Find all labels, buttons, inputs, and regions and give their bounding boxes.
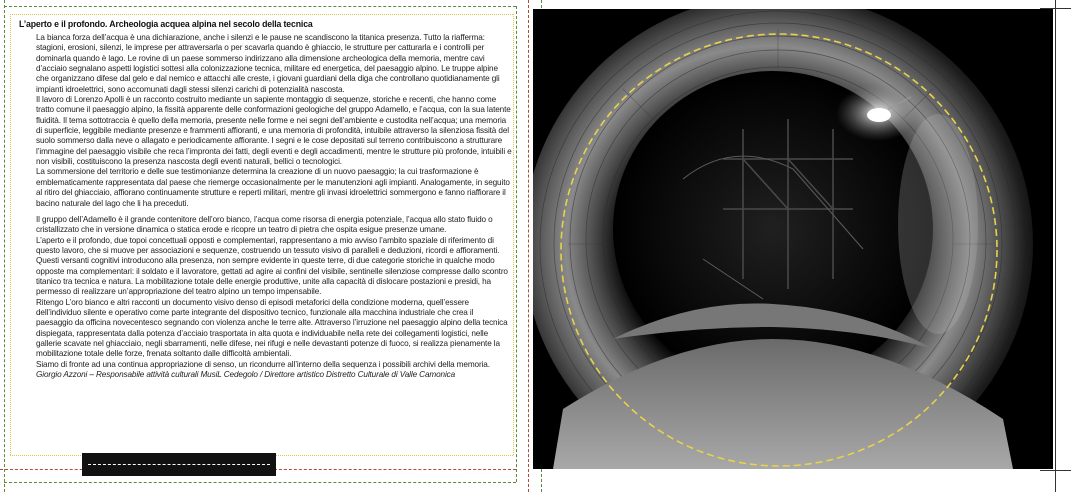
paragraph: La bianca forza dell’acqua è una dichiarazione, anche i silenzi e le pause ne scandiscono la titanica presenza. Tutto la riafferma: stagioni, erosioni, silenzi, le imprese per attraversarla o per scavarla quando è ghiaccio, le strutture per catturarla e i controlli per dominarla quando è lago. Le rovine di un paese sommerso indirizzano alla dimensione archeologica della memoria, mentre cavi d’acciaio segnalano aspetti logistici sottesi alla colonizzazione tecnica, militare ed energetica, del paesaggio alpino. Le truppe alpine che organizzano difese dal gelo e dal nemico e attacchi alle creste, i giovani guardiani della diga che controllano quotidianamente gli impianti idroelettrici, sono accomunati dagli stessi silenzi carichi di potenzialità nascosta. [36, 33, 500, 94]
trim-guide-center [528, 0, 529, 492]
document-title: L’aperto e il profondo. Archeologia acquea alpina nel secolo della tecnica [19, 18, 313, 29]
paragraph: Il gruppo dell’Adamello è il grande contenitore dell’oro bianco, l’acqua come risorsa di energia potenziale, l’acqua allo stato fluido o cristallizzato che in versione dinamica o statica erode e ricopre un teatro di pietra che ospita esigue presenze umane. [36, 214, 493, 235]
fold-guide-center-left [516, 6, 517, 482]
signature: Giorgio Azzoni – Responsabile attività culturali MusiL Cedegolo / Direttore artistico Distretto Culturale di Valle Camonica [36, 370, 456, 379]
paragraph: L’aperto e il profondo, due topoi concettuali opposti e complementari, rappresentano a mio avviso l’ambito spaziale di riferimento di questo lavoro, che si muove per associazioni e sequenze, costruendo un tessuto visivo di paralleli e deduzioni, ricordi e affioramenti. Questi versanti cognitivi introducono alla presenza, non sempre evidente in queste terre, di due categorie storiche in qualche modo opposte ma complementari: il soldato e il lavoratore, gettati ad agire ai confini del visibile, sentinelle silenziose compresse dallo scontro titanico tra tecnica e natura. La mobilitazione totale delle energie produttive, unite alla capacità di dislocare postazioni e presidi, ha permesso di realizzare un’appropriazione del teatro alpino un tempo impensabile. [36, 235, 508, 297]
crop-mark-right-bottom [1040, 470, 1071, 471]
body-text [36, 33, 512, 380]
safe-guide-right [513, 14, 514, 455]
tunnel-photograph [533, 9, 1053, 469]
fold-guide-left [4, 0, 5, 492]
bleed-guide-bottom [4, 482, 516, 483]
black-bar [82, 453, 276, 476]
paragraph: La sommersione del territorio e delle sue testimonianze determina la creazione di un nuovo paesaggio; la cui trasformazione è emblematicamente rappresentata dal paese che riemerge occasionalmente per le manutenzioni agli impianti. Analogamente, in seguito al ritiro del ghiacciaio, affiorano continuamente strutture e reperti militari, mentre gli invasi idroelettrici sommergono e fanno riaffiorare il bacino naturale del lago che li ha preceduti. [36, 167, 510, 208]
paragraph: Il lavoro di Lorenzo Apolli è un racconto costruito mediante un sapiente montaggio di sequenze, storiche e recenti, che hanno come tratto comune il paesaggio alpino, la fissità apparente delle conformazioni geologiche del gruppo Adamello, e l’acqua, con la sua latente fluidità. Il tema sottotraccia è quello della memoria, presente nelle forme e nei segni dell’ambiente e custodita nell’acqua; una memoria di superficie, leggibile mediante presenze e frammenti affioranti, e una memoria di profondità, intuibile attraverso la silenziosa fissità del suolo sommerso dalla neve o allagato e periodicamente affiorante. I segni e le cose depositati sul terreno contribuiscono a strutturare l’immagine del paesaggio visibile che reca l’impronta dei fatti, degli eventi e degli accadimenti, mentre le strutture più profonde, intuibili e non visibili, costituiscono la presenza nascosta degli eventi naturali, bellici o tecnologici. [36, 95, 512, 167]
bleed-guide-top [4, 6, 516, 7]
paragraph: Ritengo L’oro bianco e altri racconti un documento visivo denso di episodi metaforici della condizione moderna, quell’essere dell’individuo silente e operativo come parte integrante del dispositivo tecnico, funzionale alla macchina industriale che crea il paesaggio da officina novecentesco segnando con violenza anche le terre alte. Attraverso l’irruzione nel paesaggio alpino della tecnica dispiegata, rappresentata dalla potenza d’acciaio trasportata in alta quota e individuabile nella rete dei collegamenti logistici, nelle gallerie scavate nel ghiacciaio, negli sbarramenti, nelle difese, nei rifugi e nelle devastanti potenze di fuoco, si realizza pienamente la mobilitazione totale delle forze, frenata soltanto dalle difficoltà ambientali. [36, 297, 508, 359]
safe-guide-left [10, 14, 11, 455]
paragraph: Siamo di fronte ad una continua appropriazione di senso, un ricondurre all’interno della sequenza i possibili archivi della memoria. [36, 359, 490, 369]
safe-guide-top [10, 14, 513, 15]
crop-mark-right [1055, 0, 1056, 492]
text-page [18, 17, 512, 447]
